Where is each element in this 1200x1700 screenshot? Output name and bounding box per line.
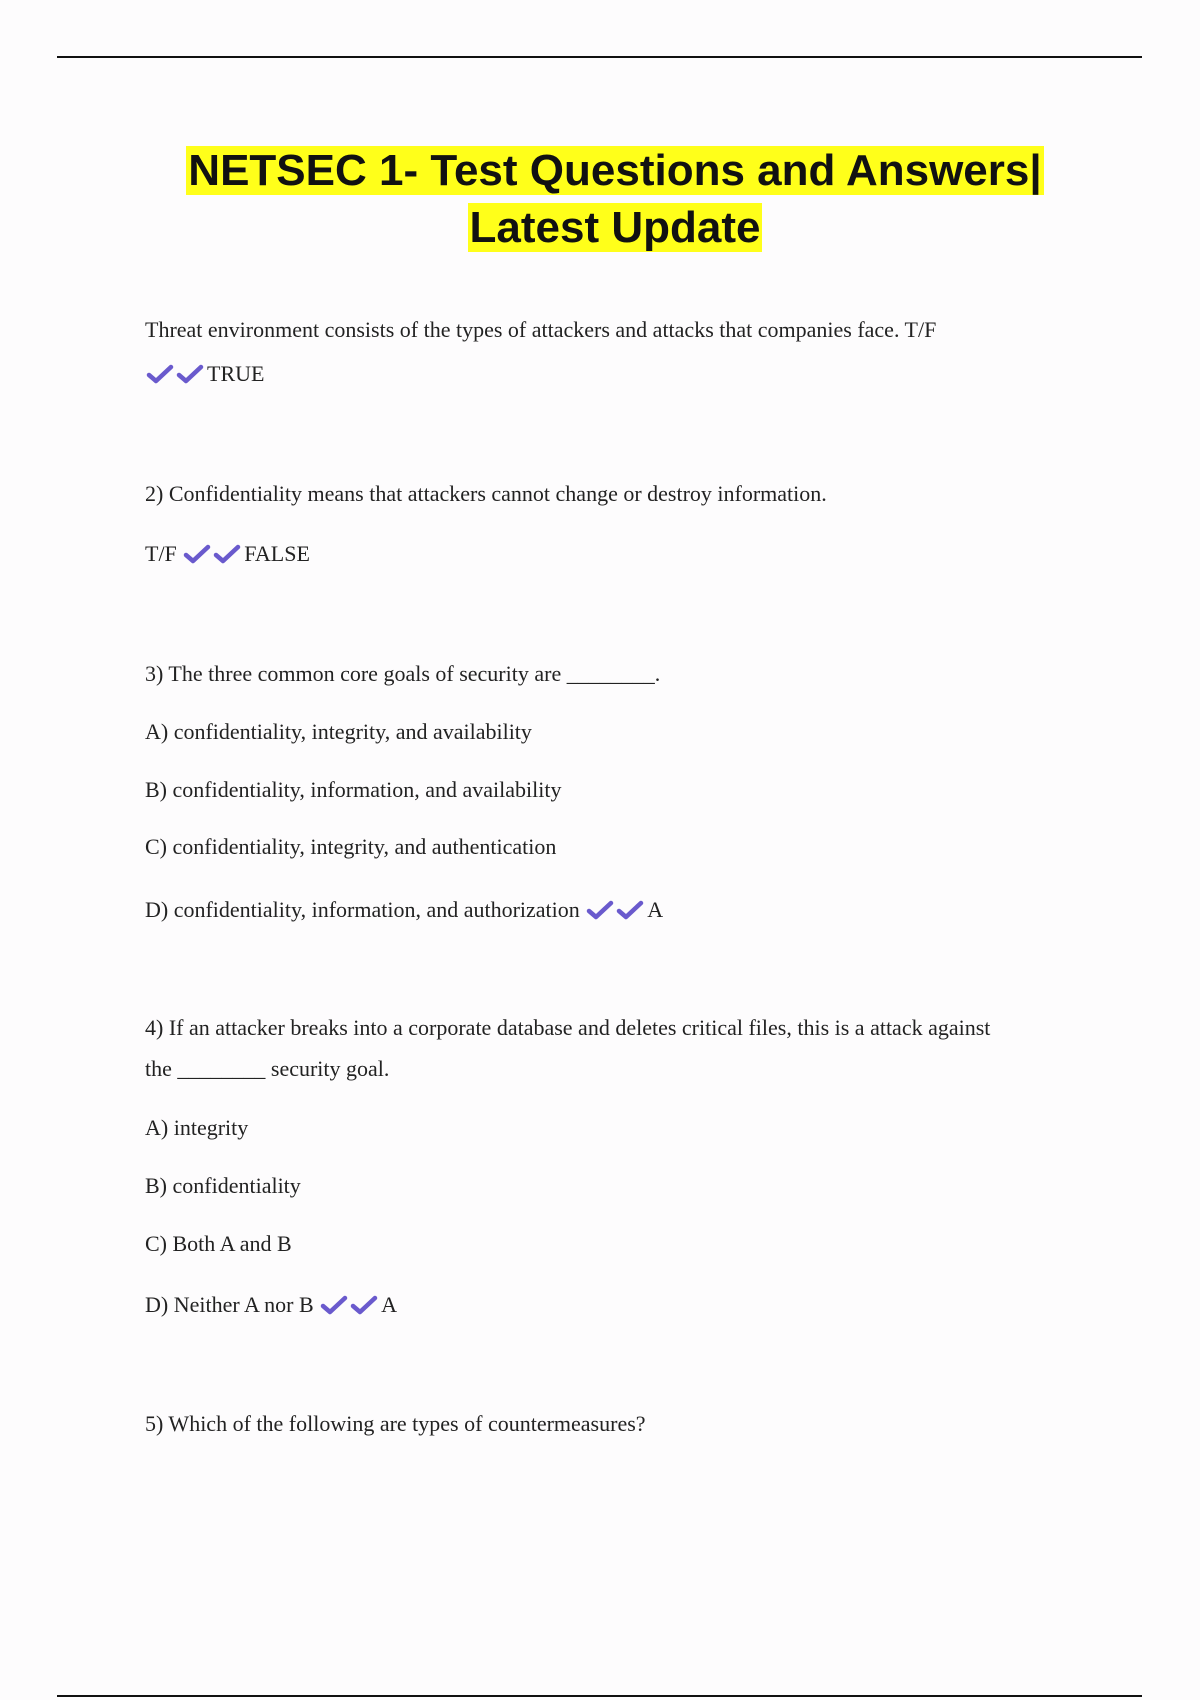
q4-option-a: A) integrity [145,1115,249,1140]
title-highlight: NETSEC 1- Test Questions and Answers| Latest Update [188,146,1042,252]
check-icon [319,1293,349,1317]
q3-option-d: D) confidentiality, information, and authorization [145,897,580,922]
check-icon [615,898,645,922]
document-title [145,142,1085,256]
q4-answer: A [381,1292,398,1317]
q1-answer: TRUE [207,361,265,386]
answer-checks [182,540,242,568]
q4-text-line2: the ________ security goal. [145,1056,390,1081]
check-icon [349,1293,379,1317]
top-rule [57,56,1142,58]
q3-option-d-line [145,896,663,924]
check-icon [182,542,212,566]
q3-text: 3) The three common core goals of security are ________. [145,661,661,686]
answer-checks [585,896,645,924]
q4-option-c: C) Both A and B [145,1231,292,1256]
q5-text: 5) Which of the following are types of countermeasures? [145,1411,646,1436]
q2-answer: FALSE [244,541,310,566]
q4-option-b: B) confidentiality [145,1173,301,1198]
q1-answer-line [145,360,264,388]
q4-text-line1: 4) If an attacker breaks into a corporate database and deletes critical files, this is a attack against [145,1015,991,1040]
q3-option-b: B) confidentiality, information, and availability [145,777,562,802]
q3-option-c: C) confidentiality, integrity, and authentication [145,834,557,859]
answer-checks [319,1291,379,1319]
q3-option-a: A) confidentiality, integrity, and availability [145,719,532,744]
q2-answer-line [145,540,310,568]
check-icon [585,898,615,922]
answer-checks [145,360,205,388]
q1-text: Threat environment consists of the types of attackers and attacks that companies face. T/F [145,317,937,342]
q2-prefix: T/F [145,541,177,566]
check-icon [212,542,242,566]
q3-answer: A [647,897,664,922]
bottom-rule [57,1695,1142,1697]
q4-option-d-line [145,1291,397,1319]
q4-option-d: D) Neither A nor B [145,1292,314,1317]
q2-text: 2) Confidentiality means that attackers cannot change or destroy information. [145,481,827,506]
check-icon [175,362,205,386]
check-icon [145,362,175,386]
